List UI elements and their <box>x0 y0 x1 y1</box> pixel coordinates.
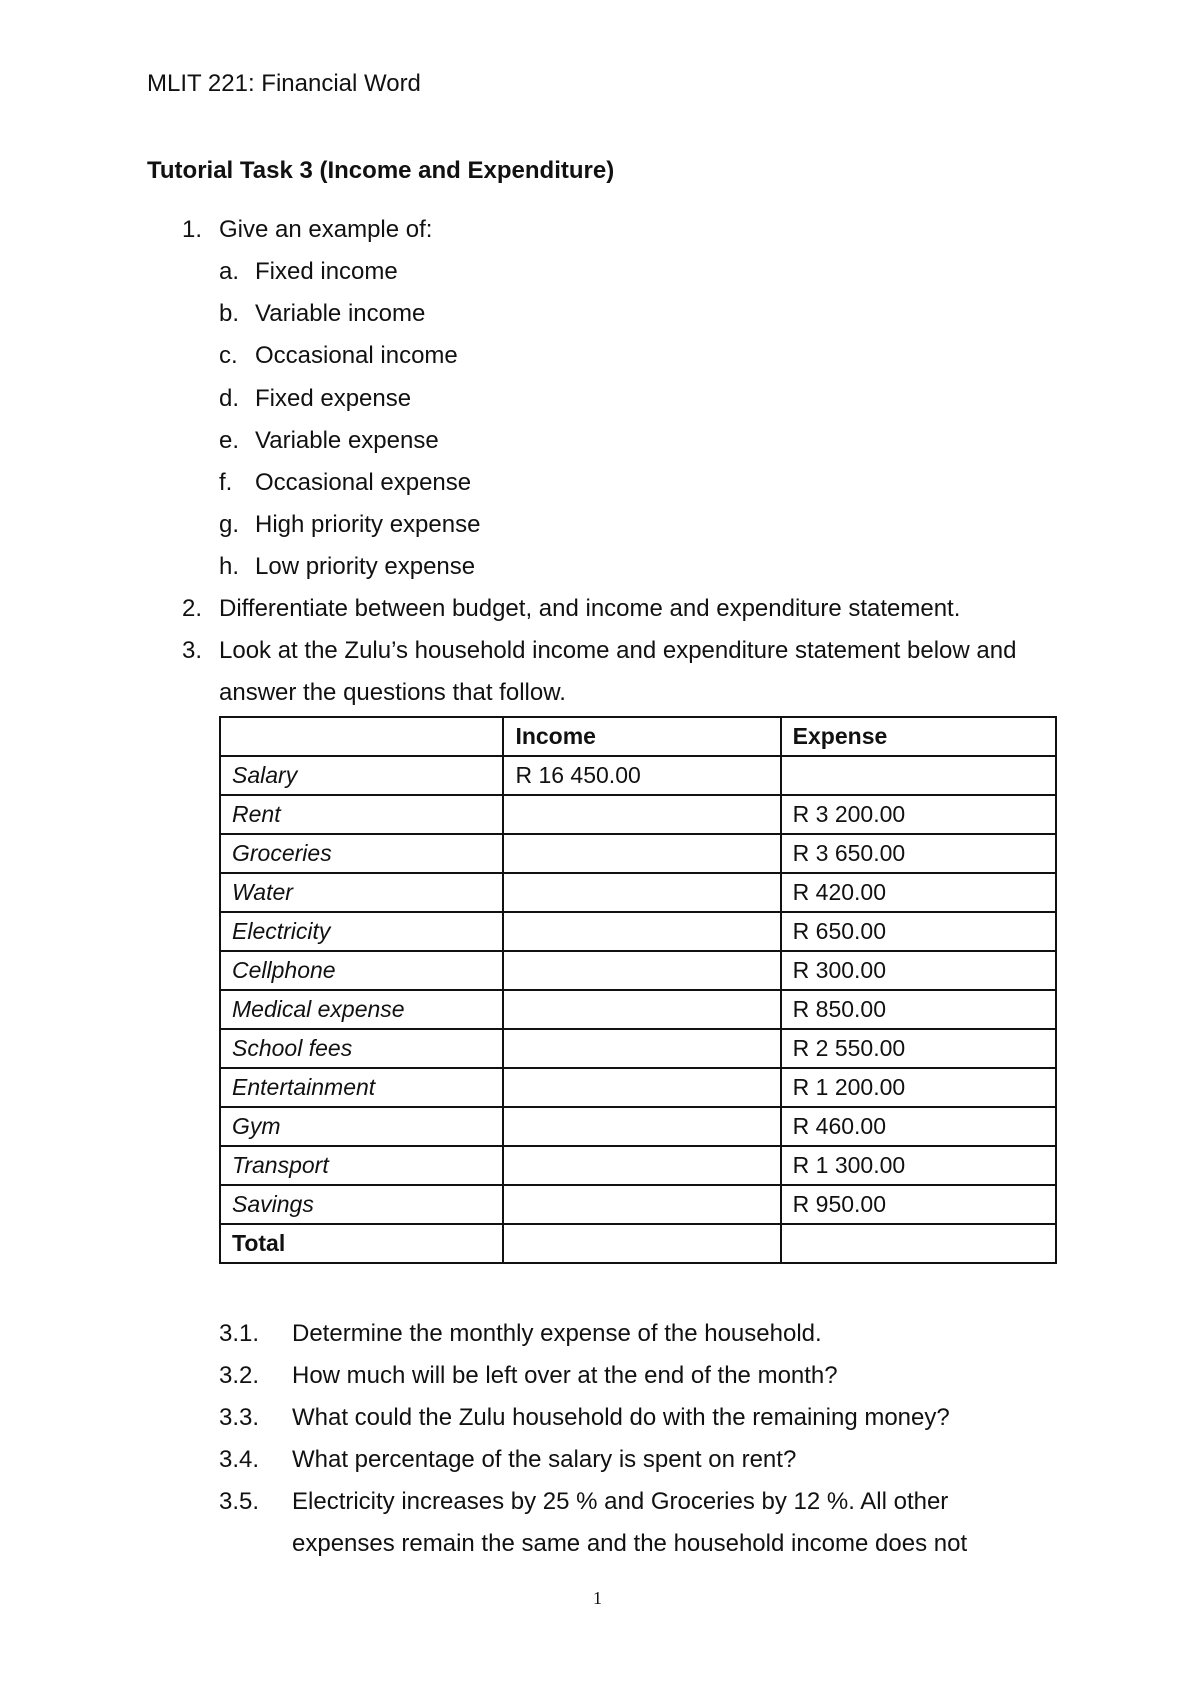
item-text: Occasional expense <box>255 469 472 496</box>
total-income-cell <box>503 1224 780 1263</box>
subquestion-number: 3.3. <box>219 1404 260 1431</box>
header-cell <box>220 717 503 756</box>
income-cell <box>503 951 780 990</box>
subquestion-text: Electricity increases by 25 % and Groceries by 12 %. All other <box>292 1488 949 1515</box>
item-cell: Entertainment <box>220 1068 503 1107</box>
page-number: 1 <box>593 1588 602 1608</box>
item-cell: School fees <box>220 1029 503 1068</box>
item-letter: e. <box>219 427 240 454</box>
table-row <box>220 990 1056 1029</box>
expense-cell: R 300.00 <box>781 951 1056 990</box>
table-row <box>220 1068 1056 1107</box>
item-letter: c. <box>219 342 238 369</box>
item-cell: Electricity <box>220 912 503 951</box>
table-total-row <box>220 1224 1056 1263</box>
item-cell: Gym <box>220 1107 503 1146</box>
income-expenditure-table <box>219 716 1057 1264</box>
expense-cell: R 1 200.00 <box>781 1068 1056 1107</box>
question-text: Give an example of: <box>219 216 433 243</box>
expense-cell: R 1 300.00 <box>781 1146 1056 1185</box>
subquestion-text: How much will be left over at the end of the month? <box>292 1362 838 1389</box>
table-header-row <box>220 717 1056 756</box>
question-text: Differentiate between budget, and income and expenditure statement. <box>219 595 961 622</box>
expense-cell: R 3 200.00 <box>781 795 1056 834</box>
item-letter: d. <box>219 385 240 412</box>
income-cell <box>503 834 780 873</box>
table-row <box>220 834 1056 873</box>
item-letter: f. <box>219 469 233 496</box>
income-cell <box>503 1107 780 1146</box>
table-row <box>220 1107 1056 1146</box>
item-cell: Groceries <box>220 834 503 873</box>
table-row <box>220 1029 1056 1068</box>
header-cell-expense: Expense <box>781 717 1056 756</box>
item-text: Variable income <box>255 300 426 327</box>
header-cell-income: Income <box>503 717 780 756</box>
total-label-cell: Total <box>220 1224 503 1263</box>
item-text: Low priority expense <box>255 553 476 580</box>
expense-cell: R 420.00 <box>781 873 1056 912</box>
subquestion-number: 3.2. <box>219 1362 260 1389</box>
table-row <box>220 1146 1056 1185</box>
item-cell: Savings <box>220 1185 503 1224</box>
income-cell <box>503 912 780 951</box>
expense-cell: R 950.00 <box>781 1185 1056 1224</box>
item-text: Variable expense <box>255 427 439 454</box>
item-cell: Transport <box>220 1146 503 1185</box>
expense-cell: R 850.00 <box>781 990 1056 1029</box>
income-cell <box>503 795 780 834</box>
question-number: 3. <box>182 637 203 664</box>
task-title: Tutorial Task 3 (Income and Expenditure) <box>147 157 615 184</box>
subquestion-text: expenses remain the same and the household income does not <box>292 1530 968 1557</box>
item-text: Fixed income <box>255 258 398 285</box>
item-text: High priority expense <box>255 511 481 538</box>
income-cell <box>503 1068 780 1107</box>
expense-cell: R 650.00 <box>781 912 1056 951</box>
item-cell: Rent <box>220 795 503 834</box>
table-row <box>220 951 1056 990</box>
table-row <box>220 912 1056 951</box>
item-letter: b. <box>219 300 240 327</box>
item-text: Fixed expense <box>255 385 412 412</box>
income-cell: R 16 450.00 <box>503 756 780 795</box>
table-row <box>220 756 1056 795</box>
item-letter: g. <box>219 511 240 538</box>
table-row <box>220 873 1056 912</box>
item-cell: Salary <box>220 756 503 795</box>
question-text: Look at the Zulu’s household income and expenditure statement below and <box>219 637 1017 664</box>
income-cell <box>503 1185 780 1224</box>
table-row <box>220 795 1056 834</box>
income-cell <box>503 990 780 1029</box>
expense-cell: R 460.00 <box>781 1107 1056 1146</box>
question-number: 1. <box>182 216 203 243</box>
item-text: Occasional income <box>255 342 458 369</box>
item-cell: Water <box>220 873 503 912</box>
subquestion-number: 3.1. <box>219 1320 260 1347</box>
subquestion-text: What percentage of the salary is spent on rent? <box>292 1446 797 1473</box>
total-expense-cell <box>781 1224 1056 1263</box>
item-cell: Cellphone <box>220 951 503 990</box>
subquestion-text: Determine the monthly expense of the household. <box>292 1320 822 1347</box>
subquestion-number: 3.5. <box>219 1488 260 1515</box>
expense-cell: R 3 650.00 <box>781 834 1056 873</box>
item-letter: h. <box>219 553 240 580</box>
question-number: 2. <box>182 595 203 622</box>
table-row <box>220 1185 1056 1224</box>
income-cell <box>503 1029 780 1068</box>
income-cell <box>503 873 780 912</box>
course-header: MLIT 221: Financial Word <box>147 70 421 97</box>
expense-cell: R 2 550.00 <box>781 1029 1056 1068</box>
income-cell <box>503 1146 780 1185</box>
subquestion-number: 3.4. <box>219 1446 260 1473</box>
item-letter: a. <box>219 258 240 285</box>
question-text: answer the questions that follow. <box>219 679 566 706</box>
expense-cell <box>781 756 1056 795</box>
item-cell: Medical expense <box>220 990 503 1029</box>
subquestion-text: What could the Zulu household do with the remaining money? <box>292 1404 950 1431</box>
